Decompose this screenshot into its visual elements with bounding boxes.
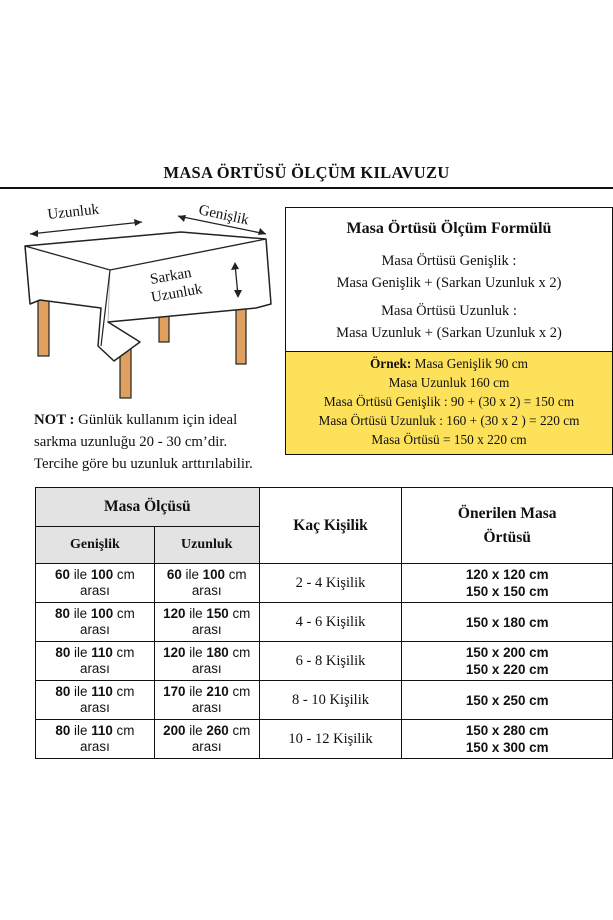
formula-width-expression: Masa Genişlik + (Sarkan Uzunluk x 2) <box>336 275 562 291</box>
table-row <box>36 642 613 681</box>
size-table-body <box>36 564 613 759</box>
table-row <box>36 681 613 720</box>
example-line-3: Masa Örtüsü Genişlik : 90 + (30 x 2) = 150 cm <box>323 394 575 409</box>
note-prefix: NOT : <box>34 412 75 428</box>
length-range-cell: 170 ile 210 cm arası <box>154 681 259 720</box>
length-range-cell: 200 ile 260 cm arası <box>154 720 259 759</box>
formula-length-title: Masa Örtüsü Uzunluk : <box>381 303 517 319</box>
drop-label-1: Sarkan <box>148 264 193 288</box>
recommended-size-cell: 120 x 120 cm 150 x 150 cm <box>402 564 613 603</box>
table-cloth-illustration <box>18 196 280 406</box>
drop-label-2: Uzunluk <box>149 281 204 306</box>
formula-box <box>285 207 613 352</box>
people-cell: 4 - 6 Kişilik <box>259 603 402 642</box>
length-range-cell: 60 ile 100 cm arası <box>154 564 259 603</box>
width-range-cell: 80 ile 110 cm arası <box>36 720 155 759</box>
formula-length-expression: Masa Uzunluk + (Sarkan Uzunluk x 2) <box>336 325 562 341</box>
length-range-cell: 120 ile 150 cm arası <box>154 603 259 642</box>
header-recommended: Önerilen Masa Örtüsü <box>402 488 613 564</box>
width-range-cell: 80 ile 110 cm arası <box>36 642 155 681</box>
note-line-2: sarkma uzunluğu 20 - 30 cm’dir. <box>34 434 228 450</box>
recommended-size-cell: 150 x 280 cm 150 x 300 cm <box>402 720 613 759</box>
formula-width-title: Masa Örtüsü Genişlik : <box>381 253 517 269</box>
people-cell: 6 - 8 Kişilik <box>259 642 402 681</box>
example-label: Örnek: <box>369 356 412 371</box>
title-divider <box>0 187 613 189</box>
size-table <box>35 487 613 759</box>
note-block <box>34 409 294 475</box>
example-line-5: Masa Örtüsü = 150 x 220 cm <box>371 432 527 447</box>
page-title: MASA ÖRTÜSÜ ÖLÇÜM KILAVUZU <box>163 163 450 182</box>
recommended-size-cell: 150 x 250 cm <box>402 681 613 720</box>
length-range-cell: 120 ile 180 cm arası <box>154 642 259 681</box>
length-arrow <box>30 219 142 237</box>
table-cloth <box>25 232 271 361</box>
width-range-cell: 80 ile 100 cm arası <box>36 603 155 642</box>
example-line-2: Masa Uzunluk 160 cm <box>388 375 510 390</box>
recommended-size-cell: 150 x 200 cm 150 x 220 cm <box>402 642 613 681</box>
formula-title: Masa Örtüsü Ölçüm Formülü <box>346 220 552 237</box>
width-range-cell: 60 ile 100 cm arası <box>36 564 155 603</box>
people-cell: 2 - 4 Kişilik <box>259 564 402 603</box>
note-line-3: Tercihe göre bu uzunluk arttırılabilir. <box>34 456 253 472</box>
people-cell: 8 - 10 Kişilik <box>259 681 402 720</box>
note-line-1 <box>34 409 294 431</box>
note-text-1: Günlük kullanım için ideal <box>74 412 238 428</box>
table-row <box>36 603 613 642</box>
recommended-size-cell: 150 x 180 cm <box>402 603 613 642</box>
header-table-size: Masa Ölçüsü <box>36 488 260 527</box>
example-line-4: Masa Örtüsü Uzunluk : 160 + (30 x 2 ) = 220 cm <box>318 413 580 428</box>
table-row <box>36 564 613 603</box>
length-label: Uzunluk <box>46 201 100 223</box>
header-width: Genişlik <box>36 527 155 564</box>
table-row <box>36 720 613 759</box>
people-cell: 10 - 12 Kişilik <box>259 720 402 759</box>
width-label: Genişlik <box>197 202 251 229</box>
example-box <box>285 351 613 455</box>
header-people: Kaç Kişilik <box>259 488 402 564</box>
header-length: Uzunluk <box>154 527 259 564</box>
width-range-cell: 80 ile 110 cm arası <box>36 681 155 720</box>
example-line-1: Örnek: Masa Genişlik 90 cm <box>369 356 529 371</box>
